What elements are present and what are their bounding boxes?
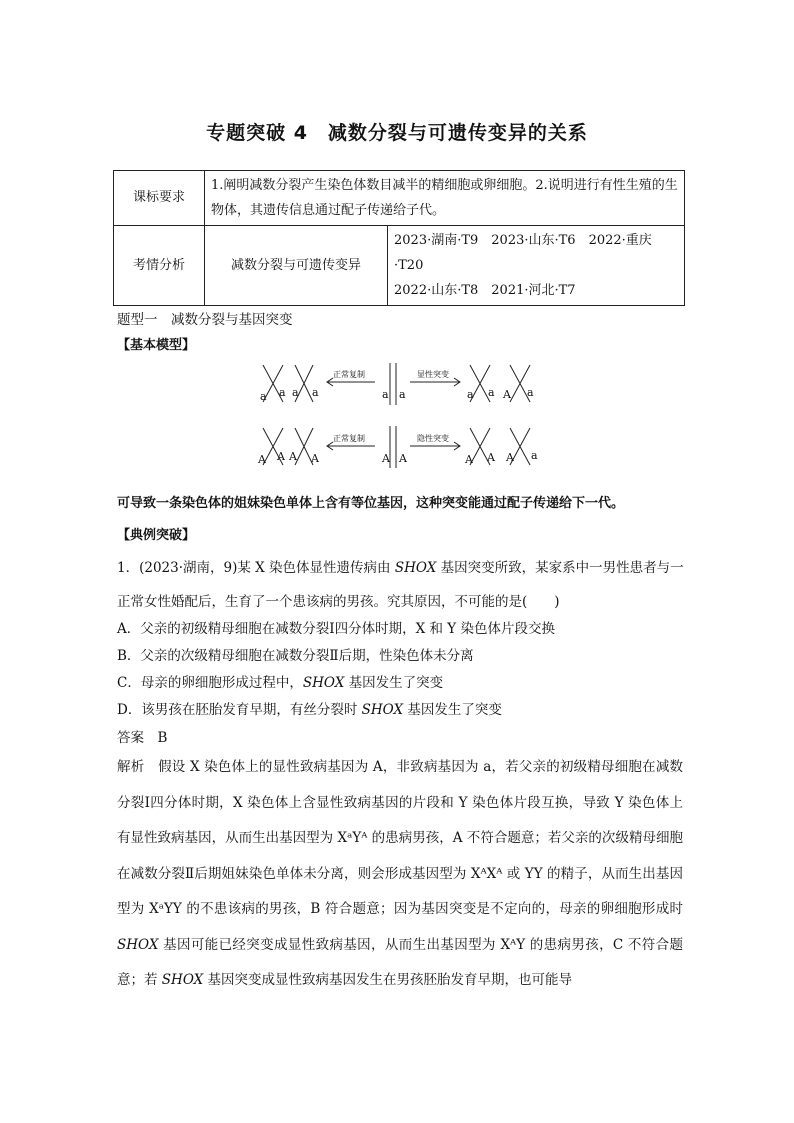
sources-line-2: 2022·山东·T8 2021·河北·T7: [394, 283, 576, 298]
model-heading: 【基本模型】: [117, 338, 196, 353]
allele: a: [488, 386, 495, 399]
allele: a: [312, 386, 319, 399]
allele: A: [289, 450, 297, 463]
bottom-right-arrow-label: 隐性突变: [417, 434, 449, 443]
allele: A: [503, 388, 511, 401]
page-title: 专题突破 4 减数分裂与可遗传变异的关系: [206, 122, 588, 144]
model-conclusion: 可导致一条染色体的姐妹染色单体上含有等位基因，这种突变能通过配子传递给下一代。: [117, 496, 625, 511]
option-a: A．父亲的初级精母细胞在减数分裂Ⅰ四分体时期，X 和 Y 染色体片段交换: [117, 621, 555, 637]
question-line-2: 正常女性婚配后，生育了一个患该病的男孩。究其原因，不可能的是( ): [117, 594, 560, 610]
allele: a: [292, 386, 299, 399]
top-right-arrow-label: 显性突变: [417, 370, 449, 379]
table-analysis-sources: [388, 226, 685, 306]
section-heading: 题型一 减数分裂与基因突变: [117, 312, 293, 328]
allele: A: [277, 450, 285, 463]
sources-line-1: 2023·湖南·T9 2023·山东·T6 2022·重庆·T20: [394, 233, 652, 273]
allele: a: [531, 449, 538, 462]
curriculum-table: [113, 170, 685, 306]
allele: A: [258, 453, 266, 466]
table-standards-content: 1.阐明减数分裂产生染色体数目减半的精细胞或卵细胞。2.说明进行有性生殖的生物体，其遗传信息通过配子传递给子代。: [205, 171, 685, 226]
allele: A: [487, 451, 495, 464]
allele: a: [279, 386, 286, 399]
analysis: 解析 假设 X 染色体上的显性致病基因为 A，非致病基因为 a，若父亲的初级精母细胞在减数分裂Ⅰ四分体时期，X 染色体上含显性致病基因的片段和 Y 染色体片段互换，导致 Y 染色体上有显性致病基因，从而生出基因型为 XᵃYᴬ 的患病男孩，A 不符合题意；若父亲的次级精母细胞在减数分裂Ⅱ后期姐妹染色单体未分离，则会形成基因型为 XᴬXᴬ 或 YY 的精子，从而生出基因型为 XᵃYY 的不患该病的男孩，B 符合题意；因为基因突变是不定向的，母亲的卵细胞形成时 SHOX 基因可能已经突变成显性致病基因，从而生出基因型为 XᴬY 的患病男孩，C 不符合题意；若 SHOX 基因突变成显性致病基因发生在男孩胚胎发育早期，也可能导: [117, 759, 684, 988]
mutation-model-diagram: [255, 360, 555, 475]
bottom-center-allele-2: A: [399, 452, 407, 465]
top-left-arrow-label: 正常复制: [333, 370, 365, 379]
table-analysis-topic: 减数分裂与可遗传变异: [205, 226, 388, 306]
answer: 答案 B: [117, 730, 168, 746]
option-c: C．母亲的卵细胞形成过程中，SHOX 基因发生了突变: [117, 675, 444, 691]
example-heading: 【典例突破】: [117, 528, 196, 543]
bottom-center-allele: A: [382, 452, 390, 465]
allele: a: [527, 386, 534, 399]
top-center-allele-2: a: [399, 388, 406, 401]
allele: A: [506, 451, 514, 464]
option-b: B．父亲的次级精母细胞在减数分裂Ⅱ后期，性染色体未分离: [117, 648, 474, 664]
allele: a: [467, 388, 474, 401]
allele: A: [465, 453, 473, 466]
allele: a: [260, 390, 267, 403]
option-d: D．该男孩在胚胎发育早期，有丝分裂时 SHOX 基因发生了突变: [117, 702, 502, 718]
top-center-allele: a: [382, 388, 389, 401]
bottom-left-arrow-label: 正常复制: [333, 434, 365, 443]
table-label-analysis: 考情分析: [114, 226, 205, 306]
allele: A: [311, 452, 319, 465]
table-label-standards: 课标要求: [114, 171, 205, 226]
analysis-label: 解析: [117, 759, 145, 775]
question-line-1: 1．(2023·湖南，9)某 X 染色体显性遗传病由 SHOX 基因突变所致，某家系中一男性患者与一: [117, 560, 684, 576]
